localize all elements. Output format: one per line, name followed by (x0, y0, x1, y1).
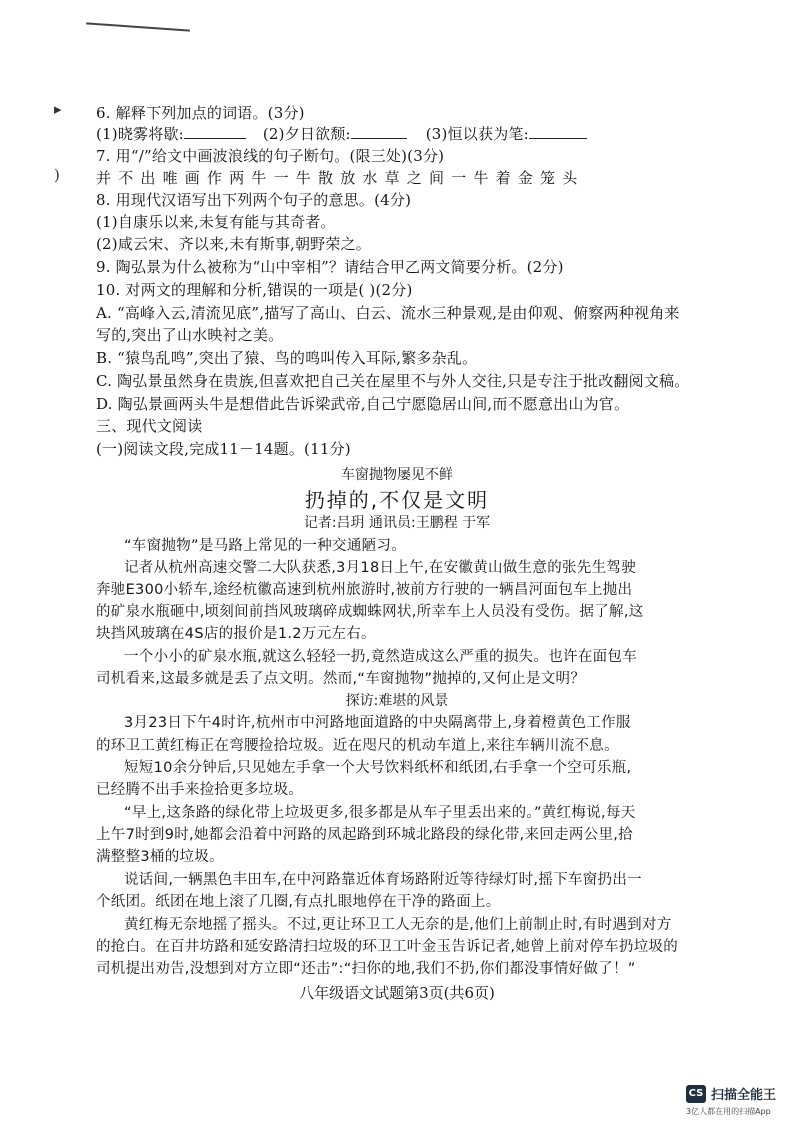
page-footer: 八年级语文试题第3页(共6页) (299, 984, 495, 1002)
article-line: 上午7时到9时,她都会沿着中河路的凤起路到环城北路段的绿化带,来回走两公里,拾 (96, 827, 633, 843)
article-line: 一个小小的矿泉水瓶,就这么轻轻一扔,竟然造成这么严重的损失。也许在面包车 (124, 649, 638, 665)
article-line: 司机提出劝告,没想到对方立即“还击”:“扫你的地,我们不扔,你们都没事情好做了！” (96, 961, 636, 977)
camscanner-logo-icon: CS (686, 1085, 706, 1103)
article-line: 已经腾不出手来捡拾更多垃圾。 (96, 782, 304, 798)
question-10: 10. 对两文的理解和分析,错误的一项是( )(2分) (96, 281, 413, 299)
question-8-item-1: (1)自康乐以来,未复有能与其奇者。 (96, 213, 336, 231)
article-byline: 记者:吕玥 通讯员:王鹏程 于军 (303, 515, 491, 531)
question-8-item-2: (2)咸云宋、齐以来,未有斯事,朝野荣之。 (96, 235, 371, 253)
part-3-subheading: (一)阅读文段,完成11－14题。(11分) (96, 440, 351, 458)
camscanner-tagline: 3亿人都在用的扫描App (686, 1107, 771, 1116)
part-3-heading: 三、现代文阅读 (96, 417, 203, 435)
option-d: D. 陶弘景画两头牛是想借此告诉梁武帝,自己宁愿隐居山间,而不愿意出山为官。 (96, 395, 630, 413)
question-8: 8. 用现代汉语写出下列两个句子的意思。(4分) (96, 191, 412, 209)
article-line: 司机看来,这最多就是丢了点文明。然而,“车窗抛物”抛掉的,又何止是文明？ (96, 671, 586, 687)
article-line: “早上,这条路的绿化带上垃圾更多,很多都是从车子里丢出来的。”黄红梅说,每天 (124, 805, 636, 821)
answer-blank-3[interactable] (529, 124, 587, 139)
article-subtitle: 车窗抛物屡见不鲜 (341, 467, 453, 483)
option-a: A. “高峰入云,清流见底”,描写了高山、白云、流水三种景观,是由仰观、俯察两种视角来 (96, 304, 680, 322)
option-a-cont: 写的,突出了山水映衬之美。 (96, 326, 284, 344)
question-7: 7. 用“/”给文中画波浪线的句子断句。(限三处)(3分) (96, 147, 445, 165)
article-title: 扔掉的,不仅是文明 (304, 488, 490, 512)
article-line: 个纸团。纸团在地上滚了几圈,有点扎眼地停在干净的路面上。 (96, 894, 501, 910)
question-6: 6. 解释下列加点的词语。(3分) (96, 104, 305, 122)
option-b: B. “猿鸟乱鸣”,突出了猿、鸟的鸣叫传入耳际,繁多杂乱。 (96, 349, 478, 367)
article-line: 块挡风玻璃在4S店的报价是1.2万元左右。 (96, 626, 376, 642)
article-line: 的矿泉水瓶砸中,顷刻间前挡风玻璃碎成蜘蛛网状,所幸车上人员没有受伤。据了解,这 (96, 604, 644, 620)
article-line: 说话间,一辆黑色丰田车,在中河路靠近体育场路附近等待绿灯时,摇下车窗扔出一 (124, 872, 642, 888)
answer-blank-2[interactable] (351, 124, 407, 139)
article-line: 满整整3桶的垃圾。 (96, 849, 224, 865)
article-line: 的环卫工黄红梅正在弯腰捡拾垃圾。近在咫尺的机动车道上,来往车辆川流不息。 (96, 738, 619, 754)
article-line: 记者从杭州高速交警二大队获悉,3月18日上午,在安徽黄山做生意的张先生驾驶 (124, 560, 636, 576)
margin-mark: ▸ (54, 100, 62, 118)
question-7-sentence: 并不出唯画作两牛一牛散放水草之间一牛着金笼头 (96, 169, 585, 187)
article-line: “车窗抛物”是马路上常见的一种交通陋习。 (124, 538, 407, 554)
article-line: 奔驰E300小轿车,途经杭徽高速到杭州旅游时,被前方行驶的一辆昌河面包车上抛出 (96, 582, 633, 598)
article-line: 短短10余分钟后,只见她左手拿一个大号饮料纸杯和纸团,右手拿一个空可乐瓶, (124, 760, 632, 776)
scan-artifact-line (86, 22, 190, 31)
option-c: C. 陶弘景虽然身在贵族,但喜欢把自己关在屋里不与外人交往,只是专注于批改翻阅文稿。 (96, 372, 690, 390)
article-line: 的抢白。在百井坊路和延安路清扫垃圾的环卫工叶金玉告诉记者,她曾上前对停车扔垃圾的 (96, 939, 679, 955)
camscanner-name: 扫描全能王 (711, 1088, 777, 1103)
question-6-items: (1)晓雾将歇: (2)夕日欲颓: (3)恒以获为笔: (96, 124, 587, 144)
article-line: 3月23日下午4时许,杭州市中河路地面道路的中央隔离带上,身着橙黄色工作服 (124, 715, 631, 731)
answer-blank-1[interactable] (184, 124, 246, 139)
margin-mark: ) (54, 166, 60, 184)
article-line: 黄红梅无奈地摇了摇头。不过,更让环卫工人无奈的是,他们上前制止时,有时遇到对方 (124, 917, 672, 933)
section-heading: 探访:难堪的风景 (345, 693, 449, 709)
question-9: 9. 陶弘景为什么被称为“山中宰相”？请结合甲乙两文简要分析。(2分) (96, 258, 564, 276)
